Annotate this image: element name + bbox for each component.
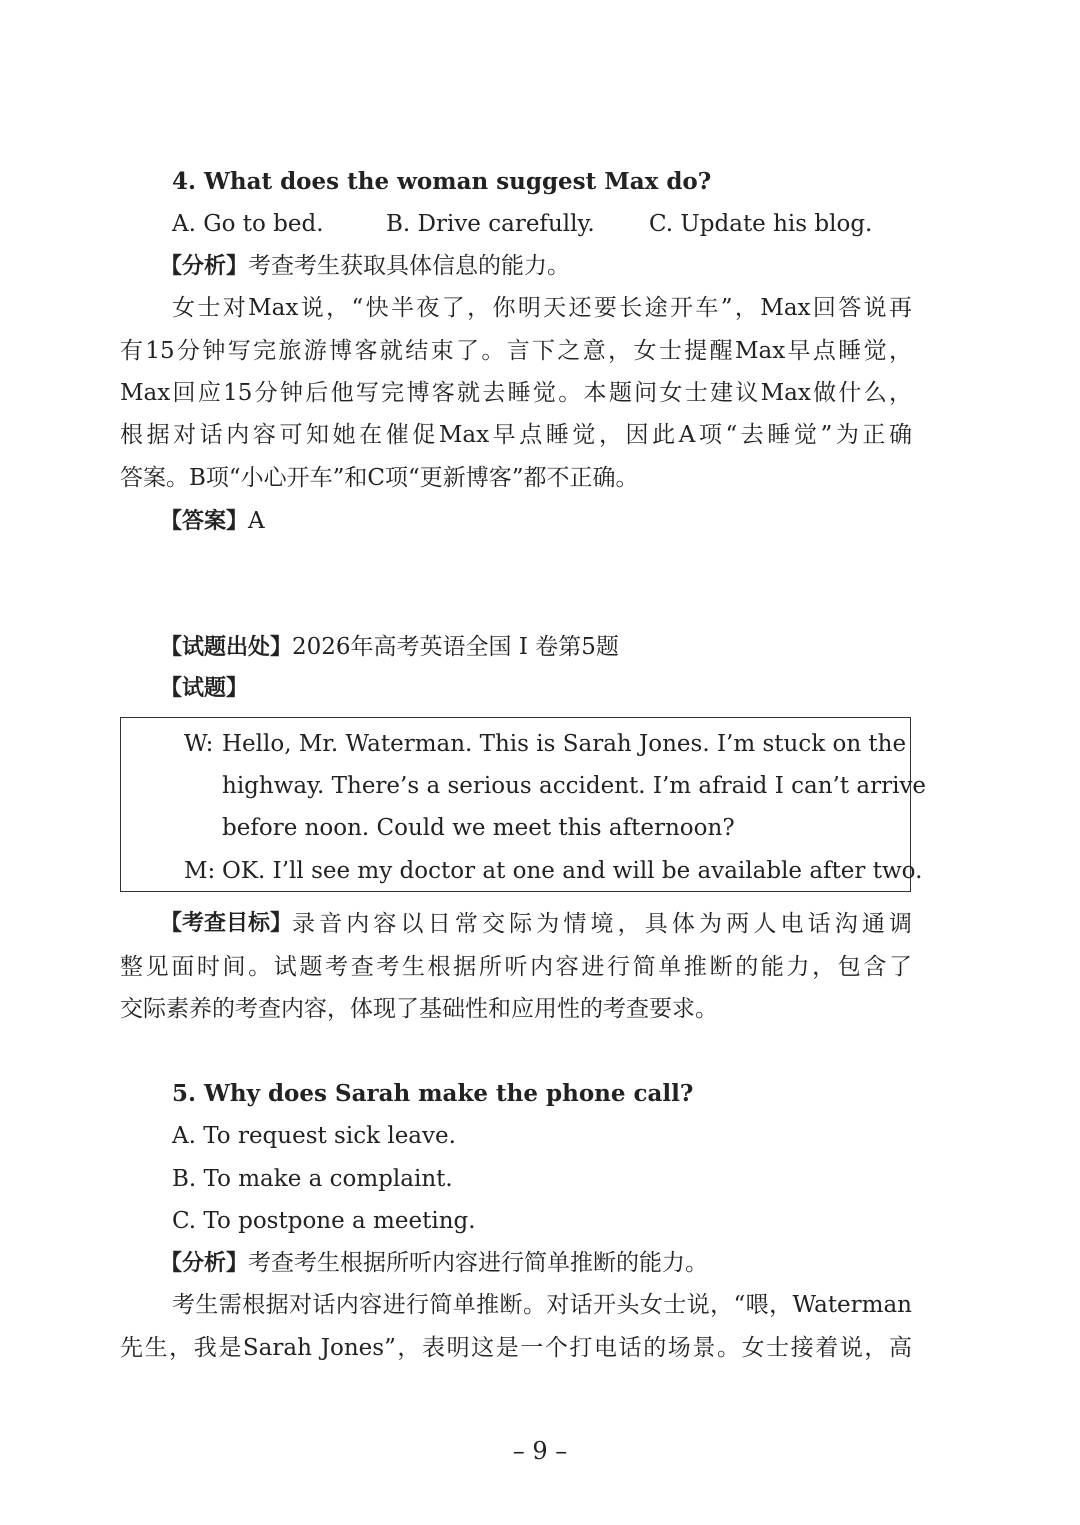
answer-label: 【答案】: [160, 509, 249, 534]
q4-option-b: B. Drive carefully.: [386, 211, 595, 237]
objective-label: 【考查目标】: [160, 911, 293, 936]
q4-explanation-line-2: 有15分钟写完旅游博客就结束了。言下之意，女士提醒Max早点睡觉，: [120, 338, 912, 364]
objective-line-1: [160, 909, 912, 939]
q4-analysis: [160, 251, 570, 282]
test-label: 【试题】: [160, 676, 249, 701]
analysis-text: 考查考生根据所听内容进行简单推断的能力。: [248, 1250, 709, 1276]
page-number: – 9 –: [512, 1437, 568, 1465]
q4-answer: [160, 506, 265, 537]
dialog-m-line: OK. I’ll see my doctor at one and will be available after two.: [222, 858, 923, 884]
q4-explanation-line-5: 答案。B项“小心开车”和C项“更新博客”都不正确。: [120, 465, 639, 491]
q5-analysis: [160, 1248, 708, 1279]
q4-option-a: A. Go to bed.: [172, 211, 324, 237]
dialog-w-line-3: before noon. Could we meet this afternoon?: [222, 815, 735, 841]
test-source: [160, 632, 619, 663]
q5-option-a: A. To request sick leave.: [172, 1123, 456, 1149]
q4-explanation-line-1: 女士对Max说，“快半夜了，你明天还要长途开车”，Max回答说再: [172, 295, 912, 321]
speaker-m: M:: [184, 858, 216, 884]
q5-explanation-line-1: 考生需根据对话内容进行简单推断。对话开头女士说，“喂，Waterman: [172, 1292, 912, 1318]
analysis-label: 【分析】: [160, 254, 249, 279]
answer-value: A: [248, 508, 265, 534]
source-text: 2026年高考英语全国 I 卷第5题: [292, 634, 619, 660]
q5-question: 5. Why does Sarah make the phone call?: [172, 1080, 694, 1107]
speaker-w: W:: [184, 731, 214, 757]
dialog-w-line-2: highway. There’s a serious accident. I’m afraid I can’t arrive: [222, 773, 927, 799]
source-label: 【试题出处】: [160, 635, 293, 660]
dialog-w-line-1: Hello, Mr. Waterman. This is Sarah Jones. I’m stuck on the: [222, 731, 907, 757]
q4-explanation-line-4: 根据对话内容可知她在催促Max早点睡觉，因此A项“去睡觉”为正确: [120, 422, 912, 448]
objective-line-3: 交际素养的考查内容，体现了基础性和应用性的考查要求。: [120, 996, 718, 1022]
analysis-label: 【分析】: [160, 1251, 249, 1276]
analysis-text: 考查考生获取具体信息的能力。: [248, 253, 571, 279]
q5-option-c: C. To postpone a meeting.: [172, 1208, 476, 1234]
q5-option-b: B. To make a complaint.: [172, 1166, 453, 1192]
objective-text-1: 录音内容以日常交际为情境，具体为两人电话沟通调: [292, 911, 912, 937]
q5-explanation-line-2: 先生，我是Sarah Jones”，表明这是一个打电话的场景。女士接着说，高: [120, 1335, 912, 1361]
q4-question: 4. What does the woman suggest Max do?: [172, 168, 712, 195]
q4-option-c: C. Update his blog.: [649, 211, 873, 237]
objective-line-2: 整见面时间。试题考查考生根据所听内容进行简单推断的能力，包含了: [120, 954, 912, 980]
q4-explanation-line-3: Max回应15分钟后他写完博客就去睡觉。本题问女士建议Max做什么，: [120, 380, 912, 406]
